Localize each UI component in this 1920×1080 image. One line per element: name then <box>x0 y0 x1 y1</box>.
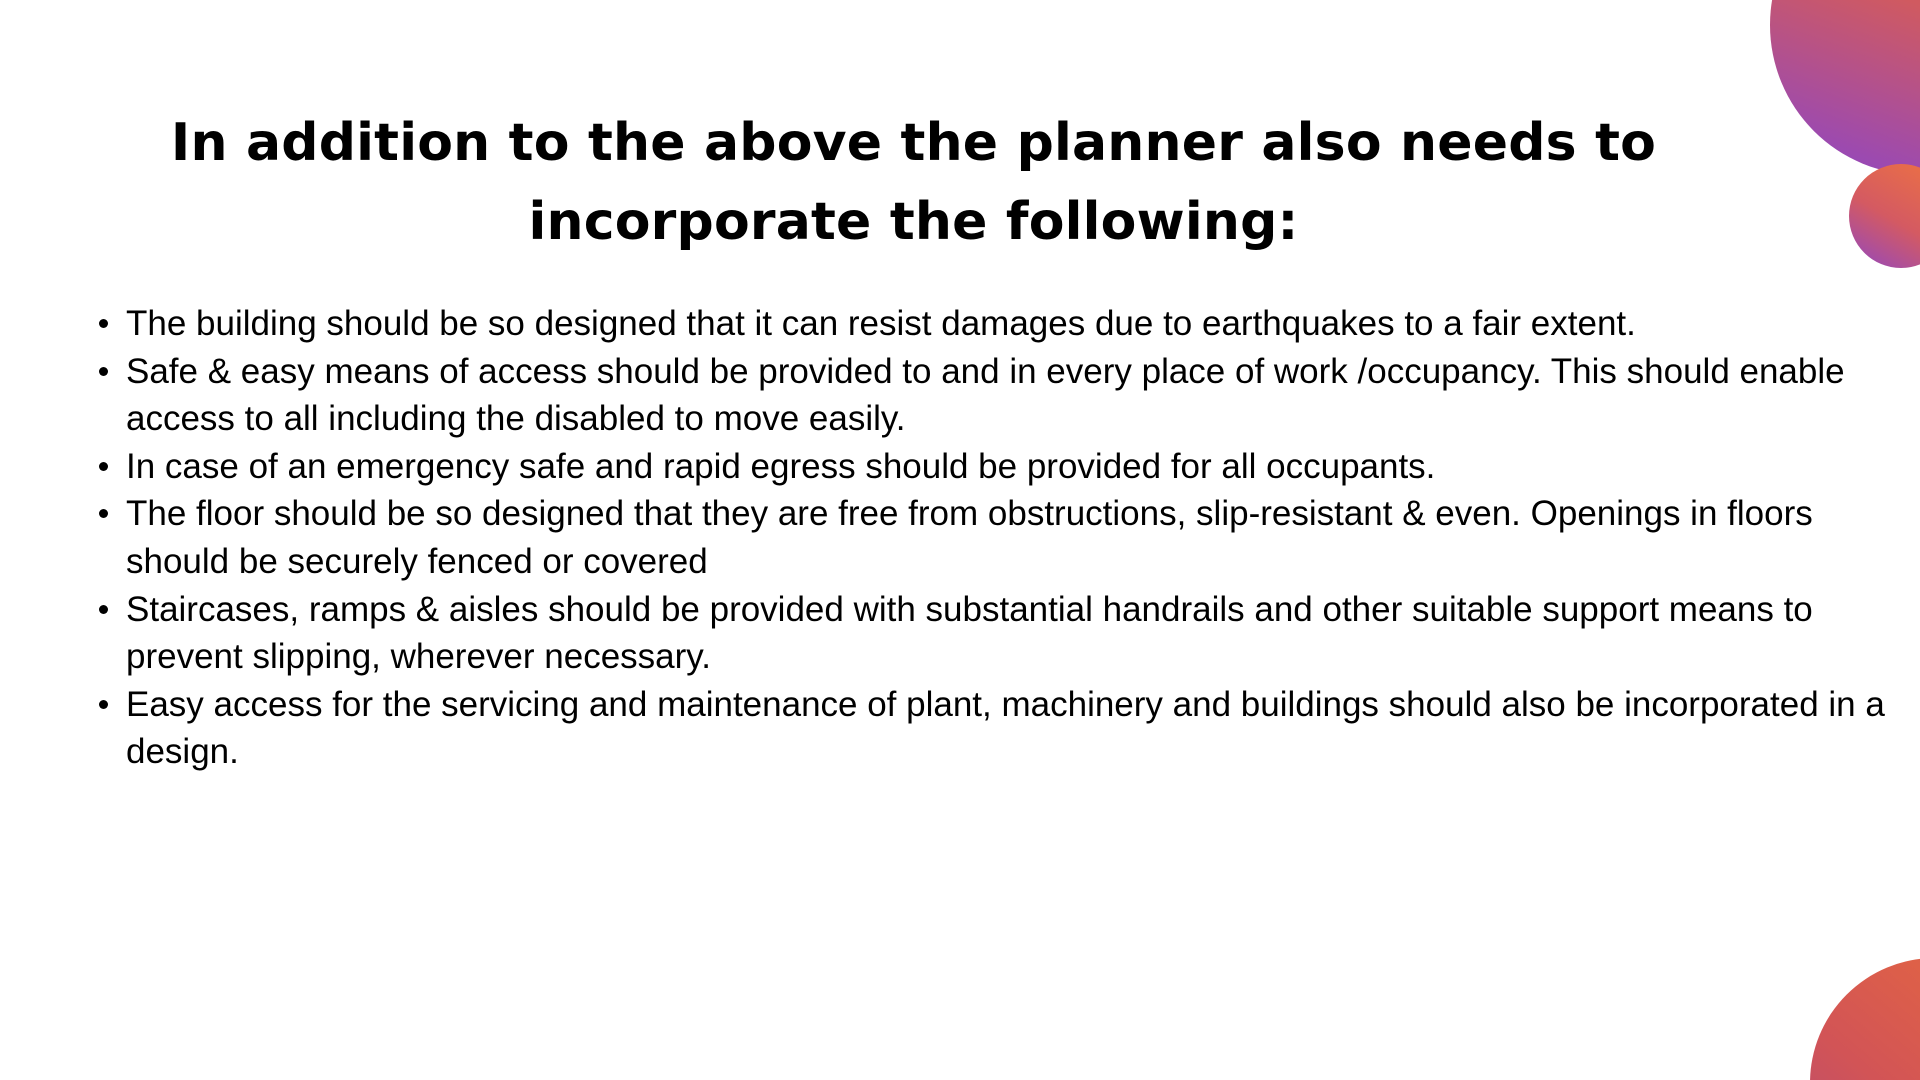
bullet-dot-icon <box>99 319 108 328</box>
slide-title: In addition to the above the planner also needs to incorporate the following: <box>170 113 1657 252</box>
bullet-text: Easy access for the servicing and maintenance of plant, machinery and buildings should also be incorporated in a design. <box>126 684 1885 772</box>
bullet-item <box>126 300 1886 348</box>
bullet-list <box>126 300 1886 776</box>
decorative-circle-top-right-large <box>1770 0 1920 175</box>
bullet-dot-icon <box>99 462 108 471</box>
bullet-text: Staircases, ramps & aisles should be provided with substantial handrails and other suitable support means to prevent slipping, wherever necessary. <box>126 589 1813 677</box>
bullet-dot-icon <box>99 367 108 376</box>
bullet-item <box>126 443 1886 491</box>
bullet-item <box>126 490 1886 585</box>
bullet-text: The floor should be so designed that they are free from obstructions, slip-resistant & even. Openings in floors should be securely fenced or covered <box>126 494 1813 581</box>
bullet-item <box>126 681 1886 776</box>
bullet-text: Safe & easy means of access should be provided to and in every place of work /occupancy. This should enable access to all including the disabled to move easily. <box>126 351 1845 439</box>
bullet-dot-icon <box>99 509 108 518</box>
bullet-dot-icon <box>99 700 108 709</box>
bullet-item <box>126 586 1886 681</box>
bullet-dot-icon <box>99 605 108 614</box>
decorative-circle-top-right-small <box>1849 164 1920 268</box>
bullet-text: In case of an emergency safe and rapid egress should be provided for all occupants. <box>126 446 1436 486</box>
decorative-circle-bottom-right <box>1810 958 1920 1080</box>
bullet-text: The building should be so designed that it can resist damages due to earthquakes to a fair extent. <box>126 304 1636 343</box>
bullet-item <box>126 348 1886 443</box>
